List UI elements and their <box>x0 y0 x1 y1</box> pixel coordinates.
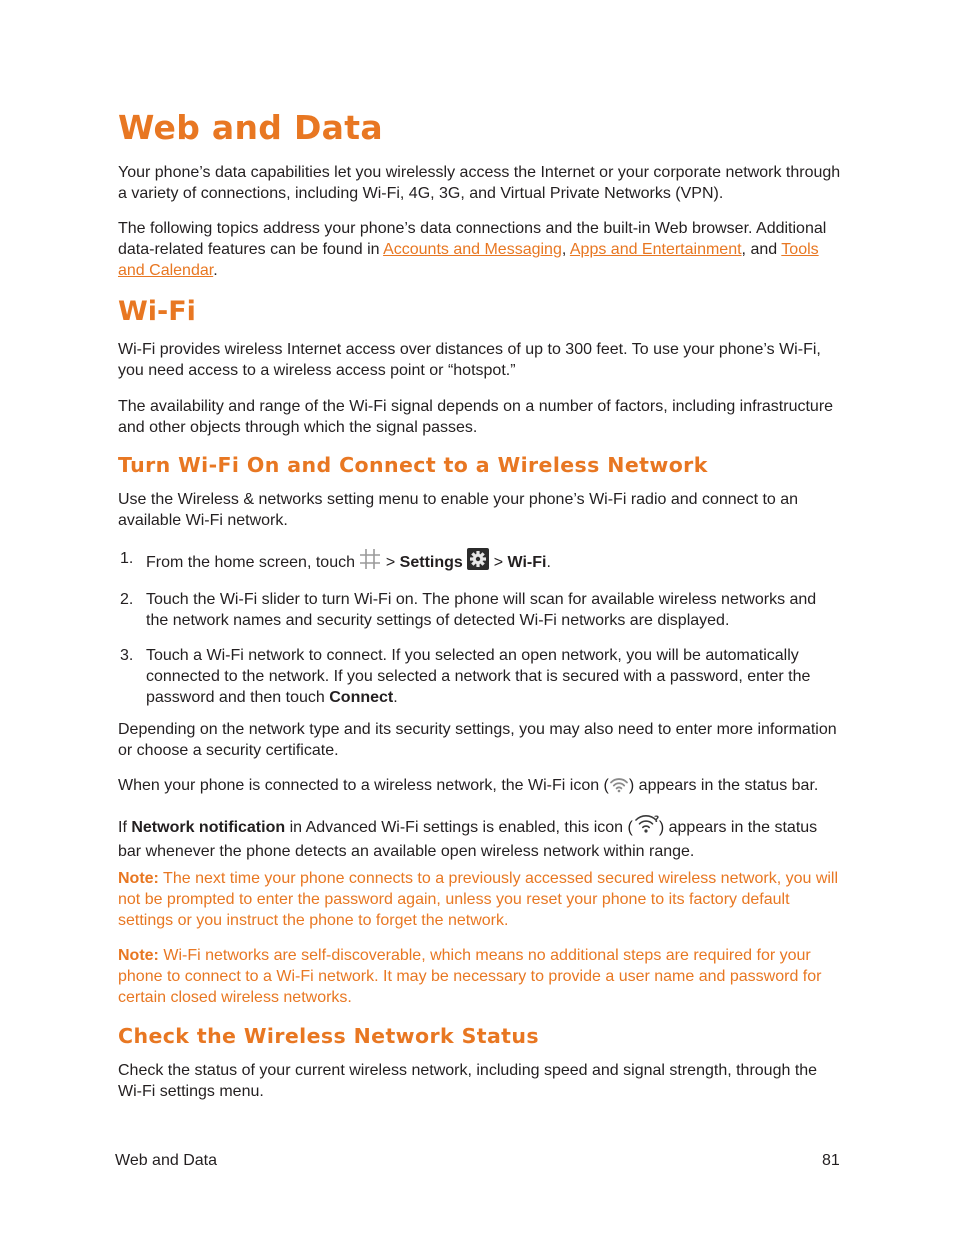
step-2 <box>118 589 842 631</box>
connected-paragraph <box>118 775 842 799</box>
note-2 <box>118 945 842 1008</box>
step-1-settings-label: Settings <box>399 554 463 571</box>
notification-text-b: in Advanced Wi-Fi settings is enabled, this icon ( <box>285 819 633 836</box>
apps-grid-icon <box>359 548 381 576</box>
step-3-connect-label: Connect <box>329 689 394 706</box>
link-accounts-messaging[interactable]: Accounts and Messaging <box>383 241 562 258</box>
subheading-check-status: Check the Wireless Network Status <box>118 1024 539 1048</box>
note-1-text: The next time your phone connects to a previously accessed secured wireless network, you will not be prompted to enter the password again, unless you reset your phone to its factory default settings or you instruct the phone to forget the network. <box>118 870 839 929</box>
intro-text-a: The following topics address your phone’s data connections and the built-in Web browser. Additional data-related features can be found in <box>118 220 827 258</box>
note-2-text: Wi-Fi networks are self-discoverable, which means no additional steps are required for your phone to connect to a Wi-Fi network. It may be necessary to provide a user name and password for certain closed wireless networks. <box>118 947 822 1006</box>
open-wifi-notification-icon <box>633 813 659 841</box>
step-3-text-b: . <box>393 689 398 706</box>
step-3-text-a: Touch a Wi-Fi network to connect. If you selected an open network, you will be automatically connected to the network. If you selected a network that is secured with a password, enter the password and then touch <box>146 647 811 706</box>
step-1 <box>118 548 842 576</box>
connected-text-b: ) appears in the status bar. <box>628 777 819 794</box>
steps-list <box>118 548 842 708</box>
step-1-wifi-label: Wi-Fi <box>507 554 547 571</box>
step-1-text-d: . <box>546 554 551 571</box>
subheading-turn-wifi-on: Turn Wi-Fi On and Connect to a Wireless Network <box>118 453 708 477</box>
intro-paragraph-1: Your phone’s data capabilities let you wirelessly access the Internet or your corporate network through a variety of connections, including Wi-Fi, 4G, 3G, and Virtual Private Networks (VPN). <box>118 164 841 202</box>
section-heading-wifi: Wi-Fi <box>118 296 196 327</box>
wifi-paragraph-2: The availability and range of the Wi-Fi signal depends on a number of factors, including infrastructure and other objects through which the signal passes. <box>118 398 834 436</box>
footer-page-number: 81 <box>822 1152 840 1169</box>
step-1-text-a: From the home screen, touch <box>146 554 360 571</box>
depending-paragraph: Depending on the network type and its security settings, you may also need to enter more information or choose a security certificate. <box>118 721 837 759</box>
step-1-text-b: > <box>381 554 400 571</box>
step-1-text-c: > <box>489 554 508 571</box>
link-apps-entertainment[interactable]: Apps and Entertainment <box>569 241 742 258</box>
settings-gear-icon <box>467 548 489 576</box>
note-1 <box>118 868 842 931</box>
step-number: 2. <box>120 591 134 608</box>
note-2-label: Note: <box>118 947 159 964</box>
wifi-paragraph-1: Wi-Fi provides wireless Internet access over distances of up to 300 feet. To use your phone’s Wi-Fi, you need access to a wireless access point or “hotspot.” <box>118 341 821 379</box>
connected-text-a: When your phone is connected to a wireless network, the Wi-Fi icon ( <box>118 777 609 794</box>
notification-text-c: ) appears in the status bar whenever the phone detects an available open wireless network within range. <box>118 819 818 860</box>
turn-on-intro: Use the Wireless & networks setting menu to enable your phone’s Wi-Fi radio and connect to an available Wi-Fi network. <box>118 491 799 529</box>
page-title: Web and Data <box>118 108 383 147</box>
intro-text-b: , <box>561 241 570 258</box>
intro-paragraph-2 <box>118 218 842 281</box>
notification-text-a: If <box>118 819 132 836</box>
step-3 <box>118 645 842 708</box>
notification-paragraph <box>118 813 842 862</box>
footer-section-title: Web and Data <box>115 1152 217 1169</box>
wifi-icon <box>609 777 629 799</box>
status-paragraph: Check the status of your current wireless network, including speed and signal strength, through the Wi-Fi settings menu. <box>118 1062 818 1100</box>
network-notification-label: Network notification <box>131 819 286 836</box>
step-number: 3. <box>120 647 134 664</box>
step-number: 1. <box>120 550 134 567</box>
svg-text:?: ? <box>653 815 659 825</box>
intro-text-d: . <box>213 262 218 279</box>
step-2-text: Touch the Wi-Fi slider to turn Wi-Fi on. The phone will scan for available wireless networks and the network names and security settings of detected Wi-Fi networks are displayed. <box>146 591 817 629</box>
note-1-label: Note: <box>118 870 159 887</box>
link-tools-calendar[interactable]: Tools and Calendar <box>118 241 819 279</box>
intro-text-c: , and <box>741 241 782 258</box>
